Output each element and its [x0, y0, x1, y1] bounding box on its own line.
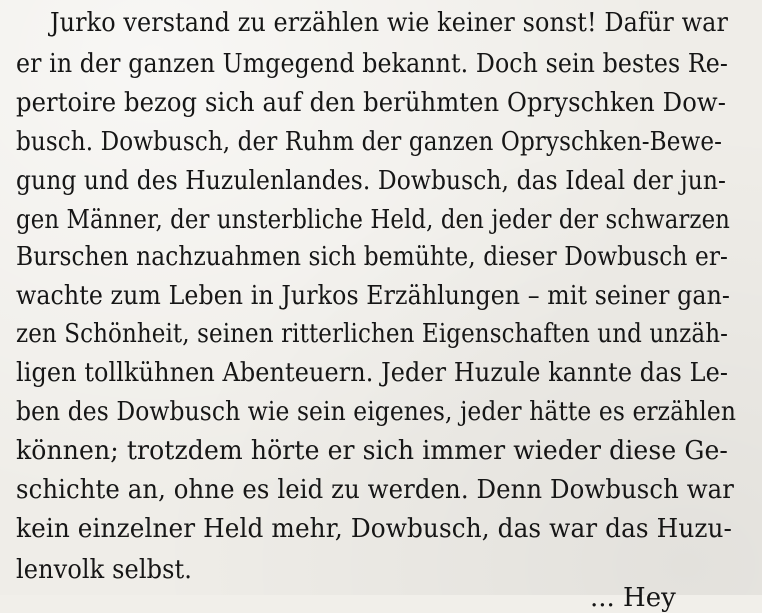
- next-line-fragment: ... Hey: [590, 583, 676, 613]
- text-line: kein einzelner Held mehr, Dowbusch, das war das Huzu-: [16, 514, 732, 544]
- text-line: busch. Dowbusch, der Ruhm der ganzen Opryschken-Bewe-: [16, 127, 722, 157]
- text-line: lenvolk selbst.: [16, 555, 192, 585]
- text-line: ben des Dowbusch wie sein eigenes, jeder hätte es erzählen: [16, 397, 736, 427]
- text-line: Jurko verstand zu erzählen wie keiner sonst! Dafür war: [50, 8, 728, 38]
- text-line: Burschen nachzuahmen sich bemühte, dieser Dowbusch er-: [16, 242, 728, 272]
- text-line: pertoire bezog sich auf den berühmten Opryschken Dow-: [16, 88, 726, 118]
- text-line: zen Schönheit, seinen ritterlichen Eigenschaften und unzäh-: [16, 319, 728, 349]
- text-line: gen Männer, der unsterbliche Held, den jeder der schwarzen: [16, 205, 730, 235]
- text-line: können; trotzdem hörte er sich immer wieder diese Ge-: [16, 436, 728, 466]
- text-line: ligen tollkühnen Abenteuern. Jeder Huzule kannte das Le-: [16, 358, 728, 388]
- text-line: schichte an, ohne es leid zu werden. Denn Dowbusch war: [16, 475, 734, 505]
- text-line: er in der ganzen Umgegend bekannt. Doch sein bestes Re-: [16, 49, 728, 79]
- text-line: wachte zum Leben in Jurkos Erzählungen – mit seiner gan-: [16, 281, 730, 311]
- text-line: gung und des Huzulenlandes. Dowbusch, das Ideal der jun-: [16, 166, 726, 196]
